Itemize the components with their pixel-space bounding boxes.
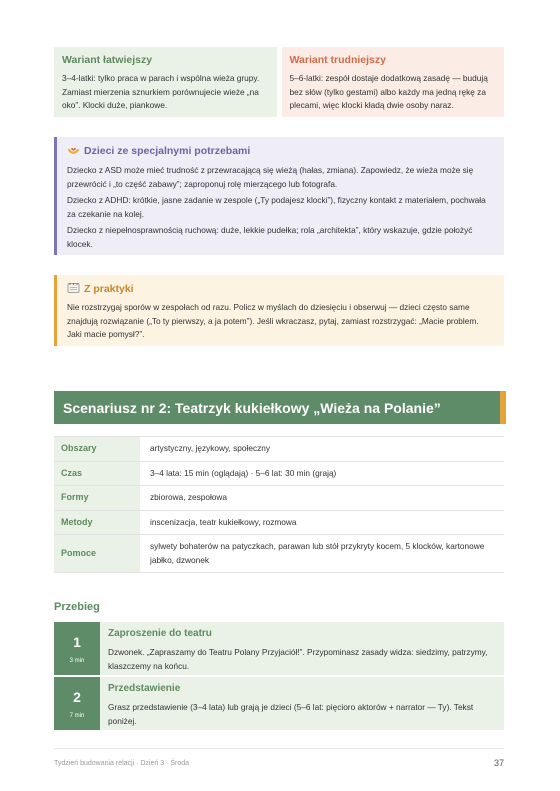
- step-number-box: [54, 622, 100, 675]
- special-needs-heading: [67, 144, 494, 158]
- scenario-header: [54, 391, 506, 424]
- przebieg-heading: Przebieg: [54, 601, 100, 613]
- practice-text: Nie rozstrzygaj sporów w zespołach od razu. Policz w myślach do dziesięciu i obserwuj — dzieci często same znajdują rozwiązanie („To ty pierwszy, a ja potem”). Jeśli wkraczasz, pytaj, zamiast rozstrzygać: „Macie problem. Jaki macie pomysł?”.: [67, 302, 479, 339]
- table-row: [54, 437, 504, 462]
- scenario-info-table: [54, 436, 504, 573]
- scenario-title: Scenariusz nr 2: Teatrzyk kukiełkowy „Wieża na Polanie”: [63, 399, 441, 416]
- special-needs-paragraph: Dziecko z ADHD: krótkie, jasne zadanie w zespole („Ty podajesz klocki”), fizyczny kontakt z materiałem, pochwała za czekanie na kolej.: [67, 195, 486, 219]
- practice-heading: [67, 282, 494, 296]
- table-key: Formy: [54, 486, 140, 511]
- table-key: Czas: [54, 461, 140, 486]
- variant-hard-title: Wariant trudniejszy: [289, 54, 386, 66]
- step-body: [100, 677, 504, 730]
- step-body: [100, 622, 504, 675]
- variant-hard-box: [282, 47, 505, 117]
- table-key: Obszary: [54, 437, 140, 462]
- footer-breadcrumb: Tydzień budowania relacji · Dzień 3 · Środa: [54, 759, 190, 767]
- variant-easy-box: [54, 47, 277, 117]
- page-number: 37: [493, 758, 504, 768]
- step-number: 1: [73, 633, 81, 650]
- special-needs-title: Dzieci ze specjalnymi potrzebami: [84, 145, 251, 157]
- notepad-icon: [67, 282, 80, 296]
- page-footer: [54, 748, 504, 768]
- step-title: Zaproszenie do teatru: [108, 628, 212, 639]
- step-1: [54, 622, 504, 675]
- special-needs-paragraph: Dziecko z niepełnosprawnością ruchową: duże, lekkie pudełka; rola „architekta”, który wskazuje, gdzie położyć klocek.: [67, 225, 473, 249]
- table-row: [54, 510, 504, 535]
- step-time: 7 min: [69, 712, 85, 719]
- variant-hard-text: 5–6-latki: zespół dostaje dodatkową zasadę — budują bez słów (tylko gestami) albo każdy ma jedną rękę za plecami, więc klocki kładą dwie osoby naraz.: [289, 73, 488, 110]
- table-row: [54, 461, 504, 486]
- table-value: zbiorowa, zespołowa: [150, 492, 228, 502]
- step-time: 3 min: [69, 657, 85, 664]
- step-title: Przedstawienie: [108, 683, 181, 694]
- table-key: Pomoce: [54, 535, 140, 573]
- step-text: Dzwonek. „Zapraszamy do Teatru Polany Przyjaciół!”. Przypominasz zasady widza: siedzimy, patrzymy, klaszczemy na końcu.: [108, 647, 488, 671]
- variant-easy-text: 3–4-latki: tylko praca w parach i wspólna wieża grupy. Zamiast mierzenia sznurkiem porównujecie wieże „na oko”. Klocki duże, piankowe.: [62, 73, 260, 110]
- special-needs-box: [54, 137, 504, 255]
- table-value: 3–4 lata: 15 min (oglądają) · 5–6 lat: 30 min (grają): [150, 467, 337, 478]
- practice-title: Z praktyki: [84, 283, 134, 295]
- step-2: [54, 677, 504, 730]
- table-value: artystyczny, językowy, społeczny: [150, 443, 271, 453]
- step-text: Grasz przedstawienie (3–4 lata) lub grają je dzieci (5–6 lat: pięcioro aktorów + narrator — Ty). Tekst poniżej.: [108, 702, 474, 726]
- special-needs-paragraph: Dziecko z ASD może mieć trudność z przewracającą się wieżą (hałas, zmiana). Zapowiedz, że wieża może się przewrócić i „to część zabawy”; zaproponuj rolę mierzącego lub fotografa.: [67, 165, 474, 189]
- practice-box: [54, 275, 504, 346]
- table-value: inscenizacja, teatr kukiełkowy, rozmowa: [150, 516, 297, 527]
- variant-easy-title: Wariant łatwiejszy: [62, 54, 153, 66]
- step-number: 2: [73, 688, 81, 705]
- table-row: [54, 535, 504, 573]
- step-number-box: [54, 677, 100, 730]
- table-row: [54, 486, 504, 511]
- table-value: sylwety bohaterów na patyczkach, parawan lub stół przykryty kocem, 5 klocków, kartonowe jabłko, dzwonek: [150, 541, 485, 565]
- variants-row: [54, 47, 504, 117]
- hands-heart-icon: [67, 144, 80, 158]
- table-key: Metody: [54, 510, 140, 535]
